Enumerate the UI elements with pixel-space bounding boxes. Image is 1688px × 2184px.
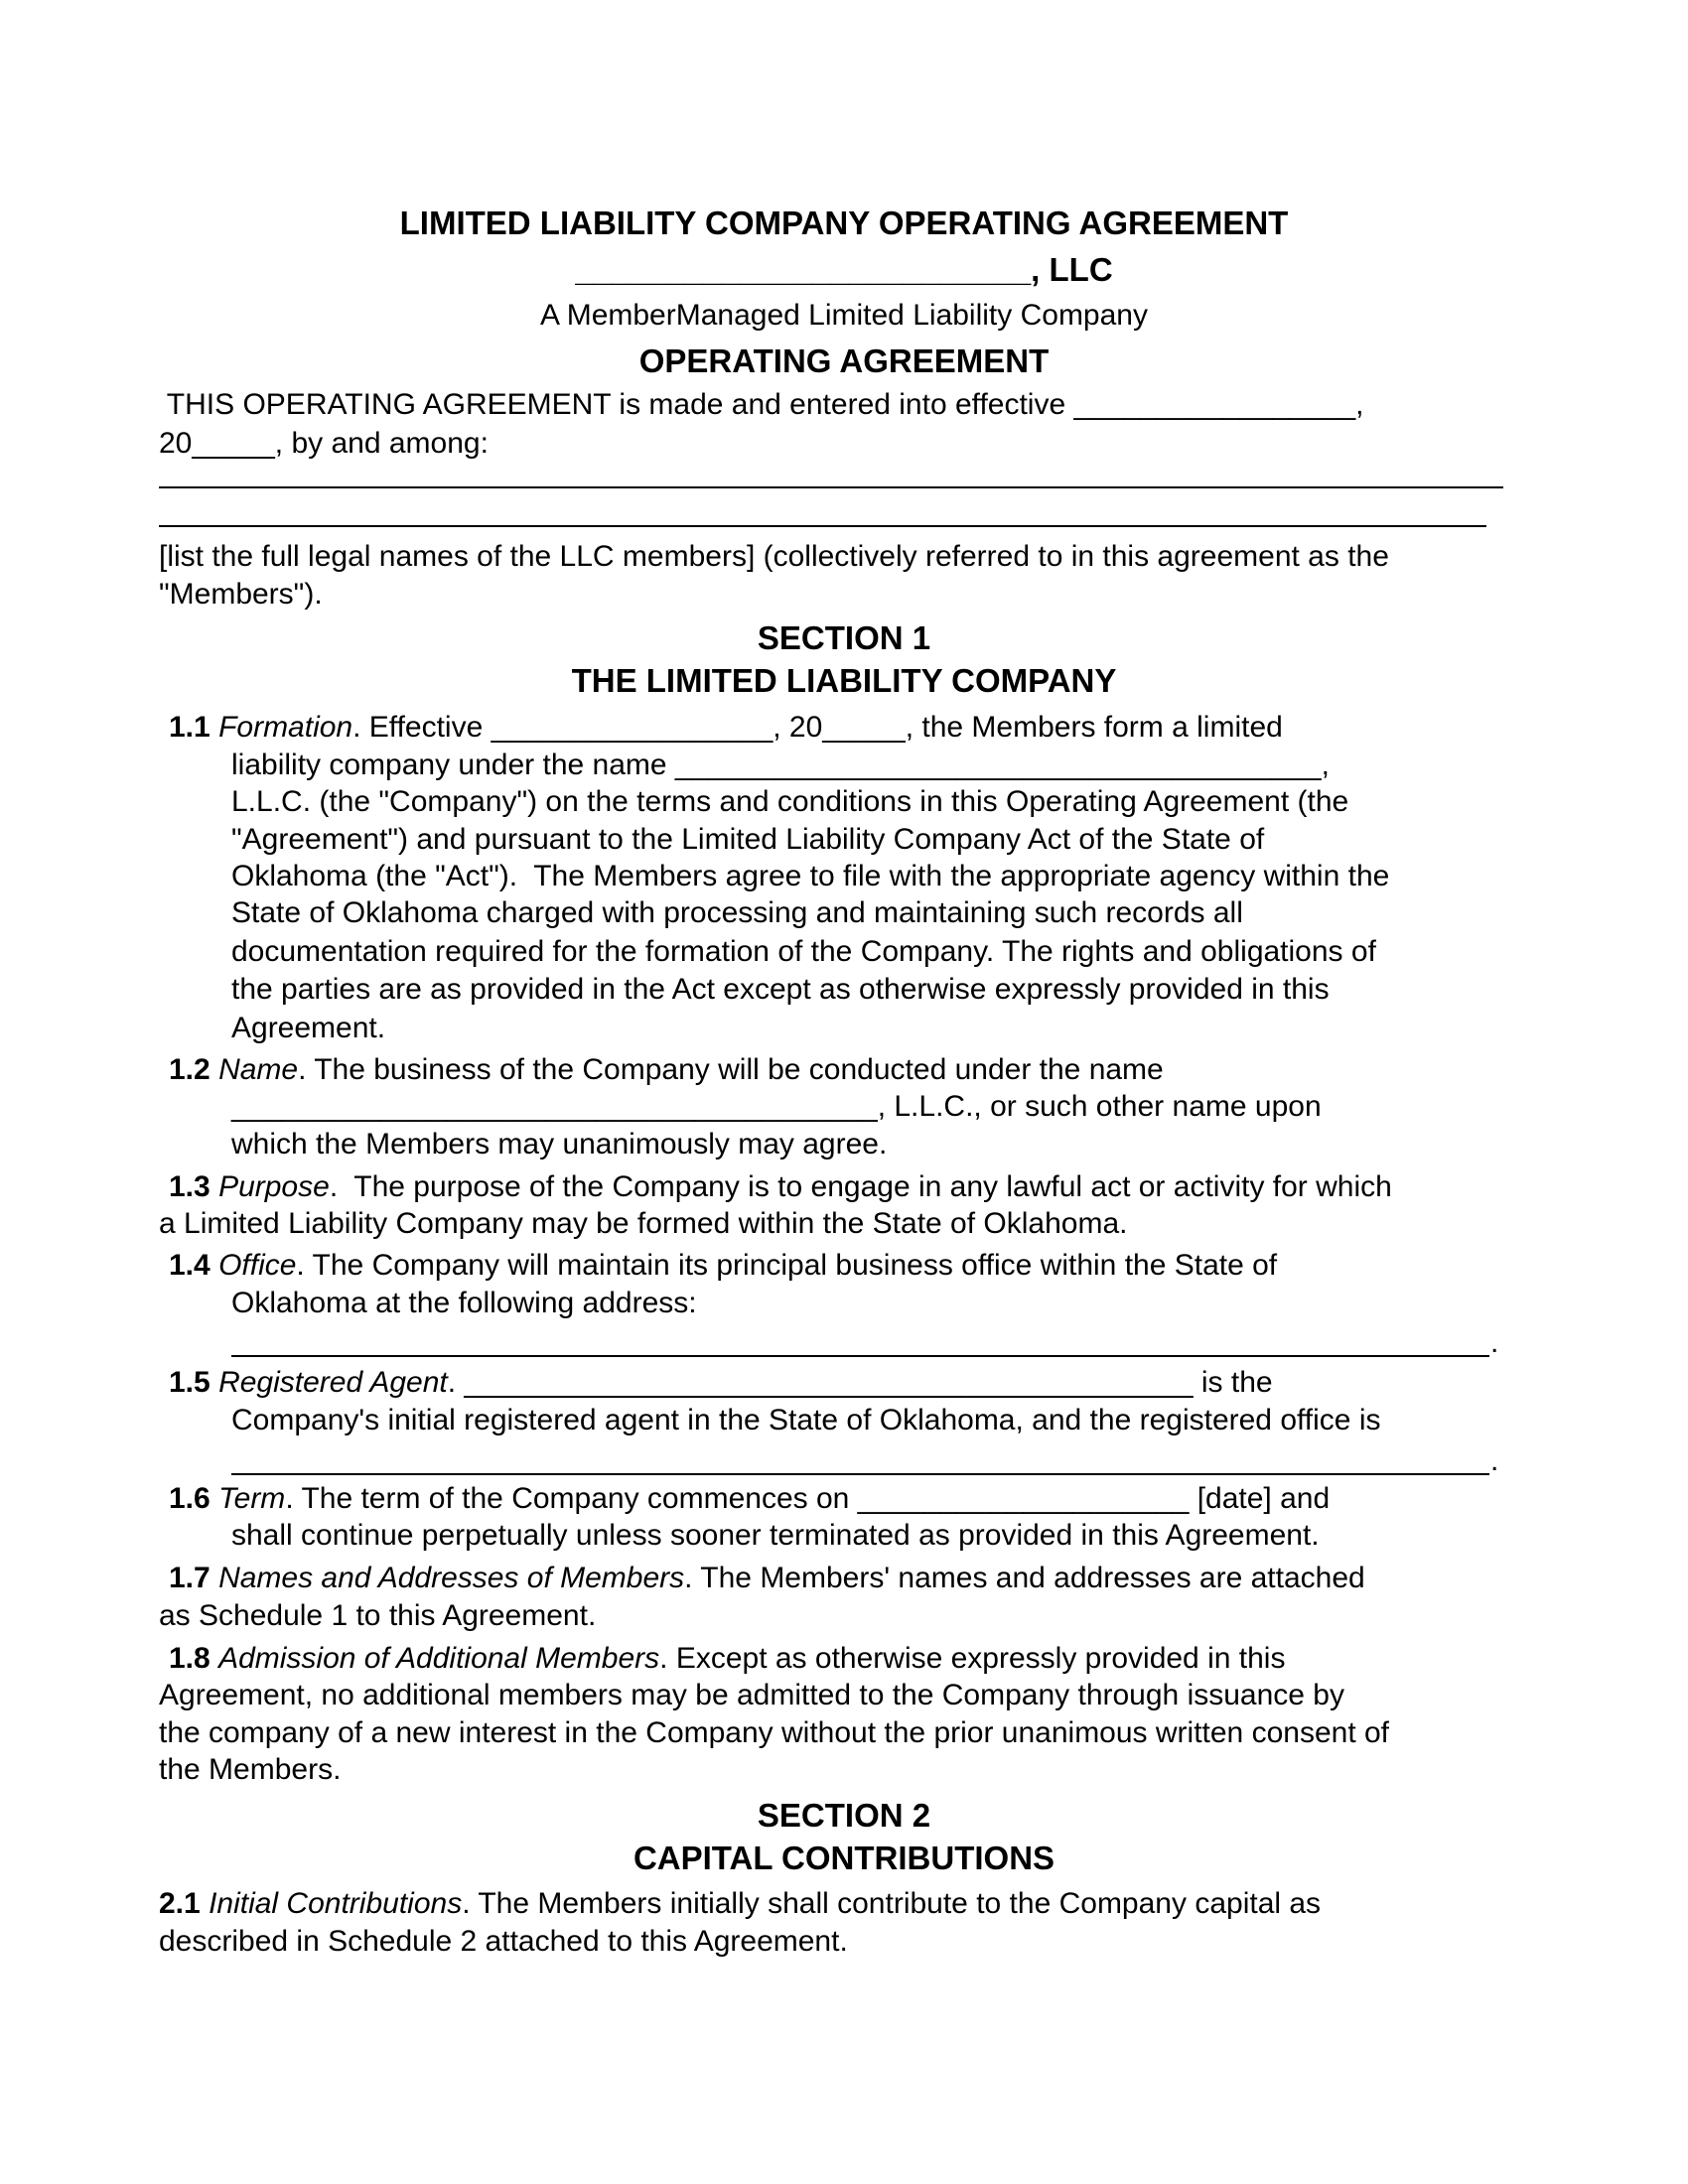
- clause-title: Name: [218, 1053, 299, 1086]
- clause-number: 1.5: [169, 1366, 211, 1399]
- clause-number: 1.4: [169, 1249, 211, 1282]
- clause-line: _______________________________________, L.L.C., or such other name upon: [231, 1090, 1322, 1123]
- clause-text: . ____________________________________________ is the: [447, 1366, 1273, 1399]
- clause-1-8: [169, 1640, 1285, 1678]
- clause-title: Registered Agent: [218, 1366, 448, 1399]
- clause-number: 1.6: [169, 1482, 211, 1515]
- clause-text: . The Members initially shall contribute to the Company capital as: [462, 1887, 1322, 1920]
- clause-text: . The purpose of the Company is to engage in any lawful act or activity for which: [329, 1170, 1392, 1203]
- clause-title: Formation: [218, 711, 353, 744]
- clause-1-6: [169, 1480, 1330, 1518]
- section-1-title: THE LIMITED LIABILITY COMPANY: [571, 662, 1117, 699]
- clause-title: Term: [218, 1482, 286, 1515]
- member-names-blank: [159, 486, 1503, 488]
- clause-line: a Limited Liability Company may be formed within the State of Oklahoma.: [159, 1207, 1128, 1240]
- clause-line: as Schedule 1 to this Agreement.: [159, 1599, 597, 1632]
- clause-line: Oklahoma (the "Act"). The Members agree to file with the appropriate agency within the: [231, 860, 1390, 892]
- clause-number: 1.3: [169, 1170, 211, 1203]
- clause-line: documentation required for the formation of the Company. The rights and obligations of: [231, 935, 1376, 968]
- period: .: [1490, 1444, 1499, 1477]
- clause-title: Admission of Additional Members: [218, 1642, 660, 1675]
- clause-1-2: [169, 1051, 1164, 1089]
- members-note-line: "Members").: [159, 578, 323, 611]
- clause-line: the Members.: [159, 1753, 342, 1786]
- clause-1-5: [169, 1364, 1273, 1402]
- clause-line: which the Members may unanimously may agree.: [231, 1128, 888, 1160]
- clause-line: the company of a new interest in the Company without the prior unanimous written consent of: [159, 1716, 1390, 1749]
- clause-line: described in Schedule 2 attached to this Agreement.: [159, 1925, 848, 1958]
- section-2-label: SECTION 2: [757, 1797, 931, 1834]
- clause-text: . The business of the Company will be conducted under the name: [298, 1053, 1164, 1086]
- subtitle: A MemberManaged Limited Liability Company: [540, 299, 1148, 332]
- intro-line: 20_____, by and among:: [159, 427, 489, 460]
- clause-text: . The term of the Company commences on ____________________ [date] and: [285, 1482, 1331, 1515]
- period: .: [1490, 1326, 1499, 1359]
- llc-name-line: _________________________, LLC: [575, 251, 1113, 288]
- clause-line: Oklahoma at the following address:: [231, 1287, 697, 1319]
- office-address-blank: [231, 1355, 1489, 1357]
- clause-number: 1.1: [169, 711, 211, 744]
- clause-line: shall continue perpetually unless sooner terminated as provided in this Agreement.: [231, 1519, 1320, 1552]
- clause-line: "Agreement") and pursuant to the Limited Liability Company Act of the State of: [231, 823, 1265, 856]
- clause-1-1: [169, 709, 1283, 747]
- clause-line: Company's initial registered agent in the State of Oklahoma, and the registered office is: [231, 1404, 1381, 1436]
- clause-line: L.L.C. (the "Company") on the terms and conditions in this Operating Agreement (the: [231, 785, 1349, 818]
- member-names-blank: [159, 525, 1486, 527]
- clause-text: . The Members' names and addresses are attached: [684, 1562, 1365, 1594]
- intro-line: THIS OPERATING AGREEMENT is made and entered into effective _________________,: [159, 388, 1364, 421]
- section-2-title: CAPITAL CONTRIBUTIONS: [633, 1840, 1055, 1876]
- section-1-label: SECTION 1: [757, 619, 931, 656]
- document-title: LIMITED LIABILITY COMPANY OPERATING AGREEMENT: [399, 205, 1289, 241]
- clause-title: Office: [218, 1249, 297, 1282]
- clause-number: 1.7: [169, 1562, 211, 1594]
- clause-title: Initial Contributions: [209, 1887, 463, 1920]
- clause-line: Agreement.: [231, 1012, 386, 1044]
- clause-text: . Effective _________________, 20_____, the Members form a limited: [352, 711, 1283, 744]
- clause-number: 1.8: [169, 1642, 211, 1675]
- clause-1-3: [169, 1168, 1392, 1206]
- clause-text: . The Company will maintain its principal business office within the State of: [296, 1249, 1278, 1282]
- clause-title: Names and Addresses of Members: [218, 1562, 685, 1594]
- clause-line: Agreement, no additional members may be admitted to the Company through issuance by: [159, 1679, 1344, 1711]
- operating-agreement-heading: OPERATING AGREEMENT: [638, 342, 1050, 379]
- clause-line: State of Oklahoma charged with processing and maintaining such records all: [231, 896, 1243, 929]
- clause-title: Purpose: [218, 1170, 330, 1203]
- clause-1-7: [169, 1560, 1365, 1597]
- clause-line: the parties are as provided in the Act except as otherwise expressly provided in this: [231, 973, 1330, 1006]
- members-note-line: [list the full legal names of the LLC members] (collectively referred to in this agreement as the: [159, 540, 1389, 573]
- registered-office-blank: [231, 1473, 1489, 1475]
- clause-line: liability company under the name _______________________________________,: [231, 749, 1330, 781]
- clause-1-4: [169, 1247, 1277, 1285]
- clause-text: . Except as otherwise expressly provided in this: [659, 1642, 1286, 1675]
- clause-2-1: [159, 1885, 1321, 1923]
- clause-number: 2.1: [159, 1887, 201, 1920]
- clause-number: 1.2: [169, 1053, 211, 1086]
